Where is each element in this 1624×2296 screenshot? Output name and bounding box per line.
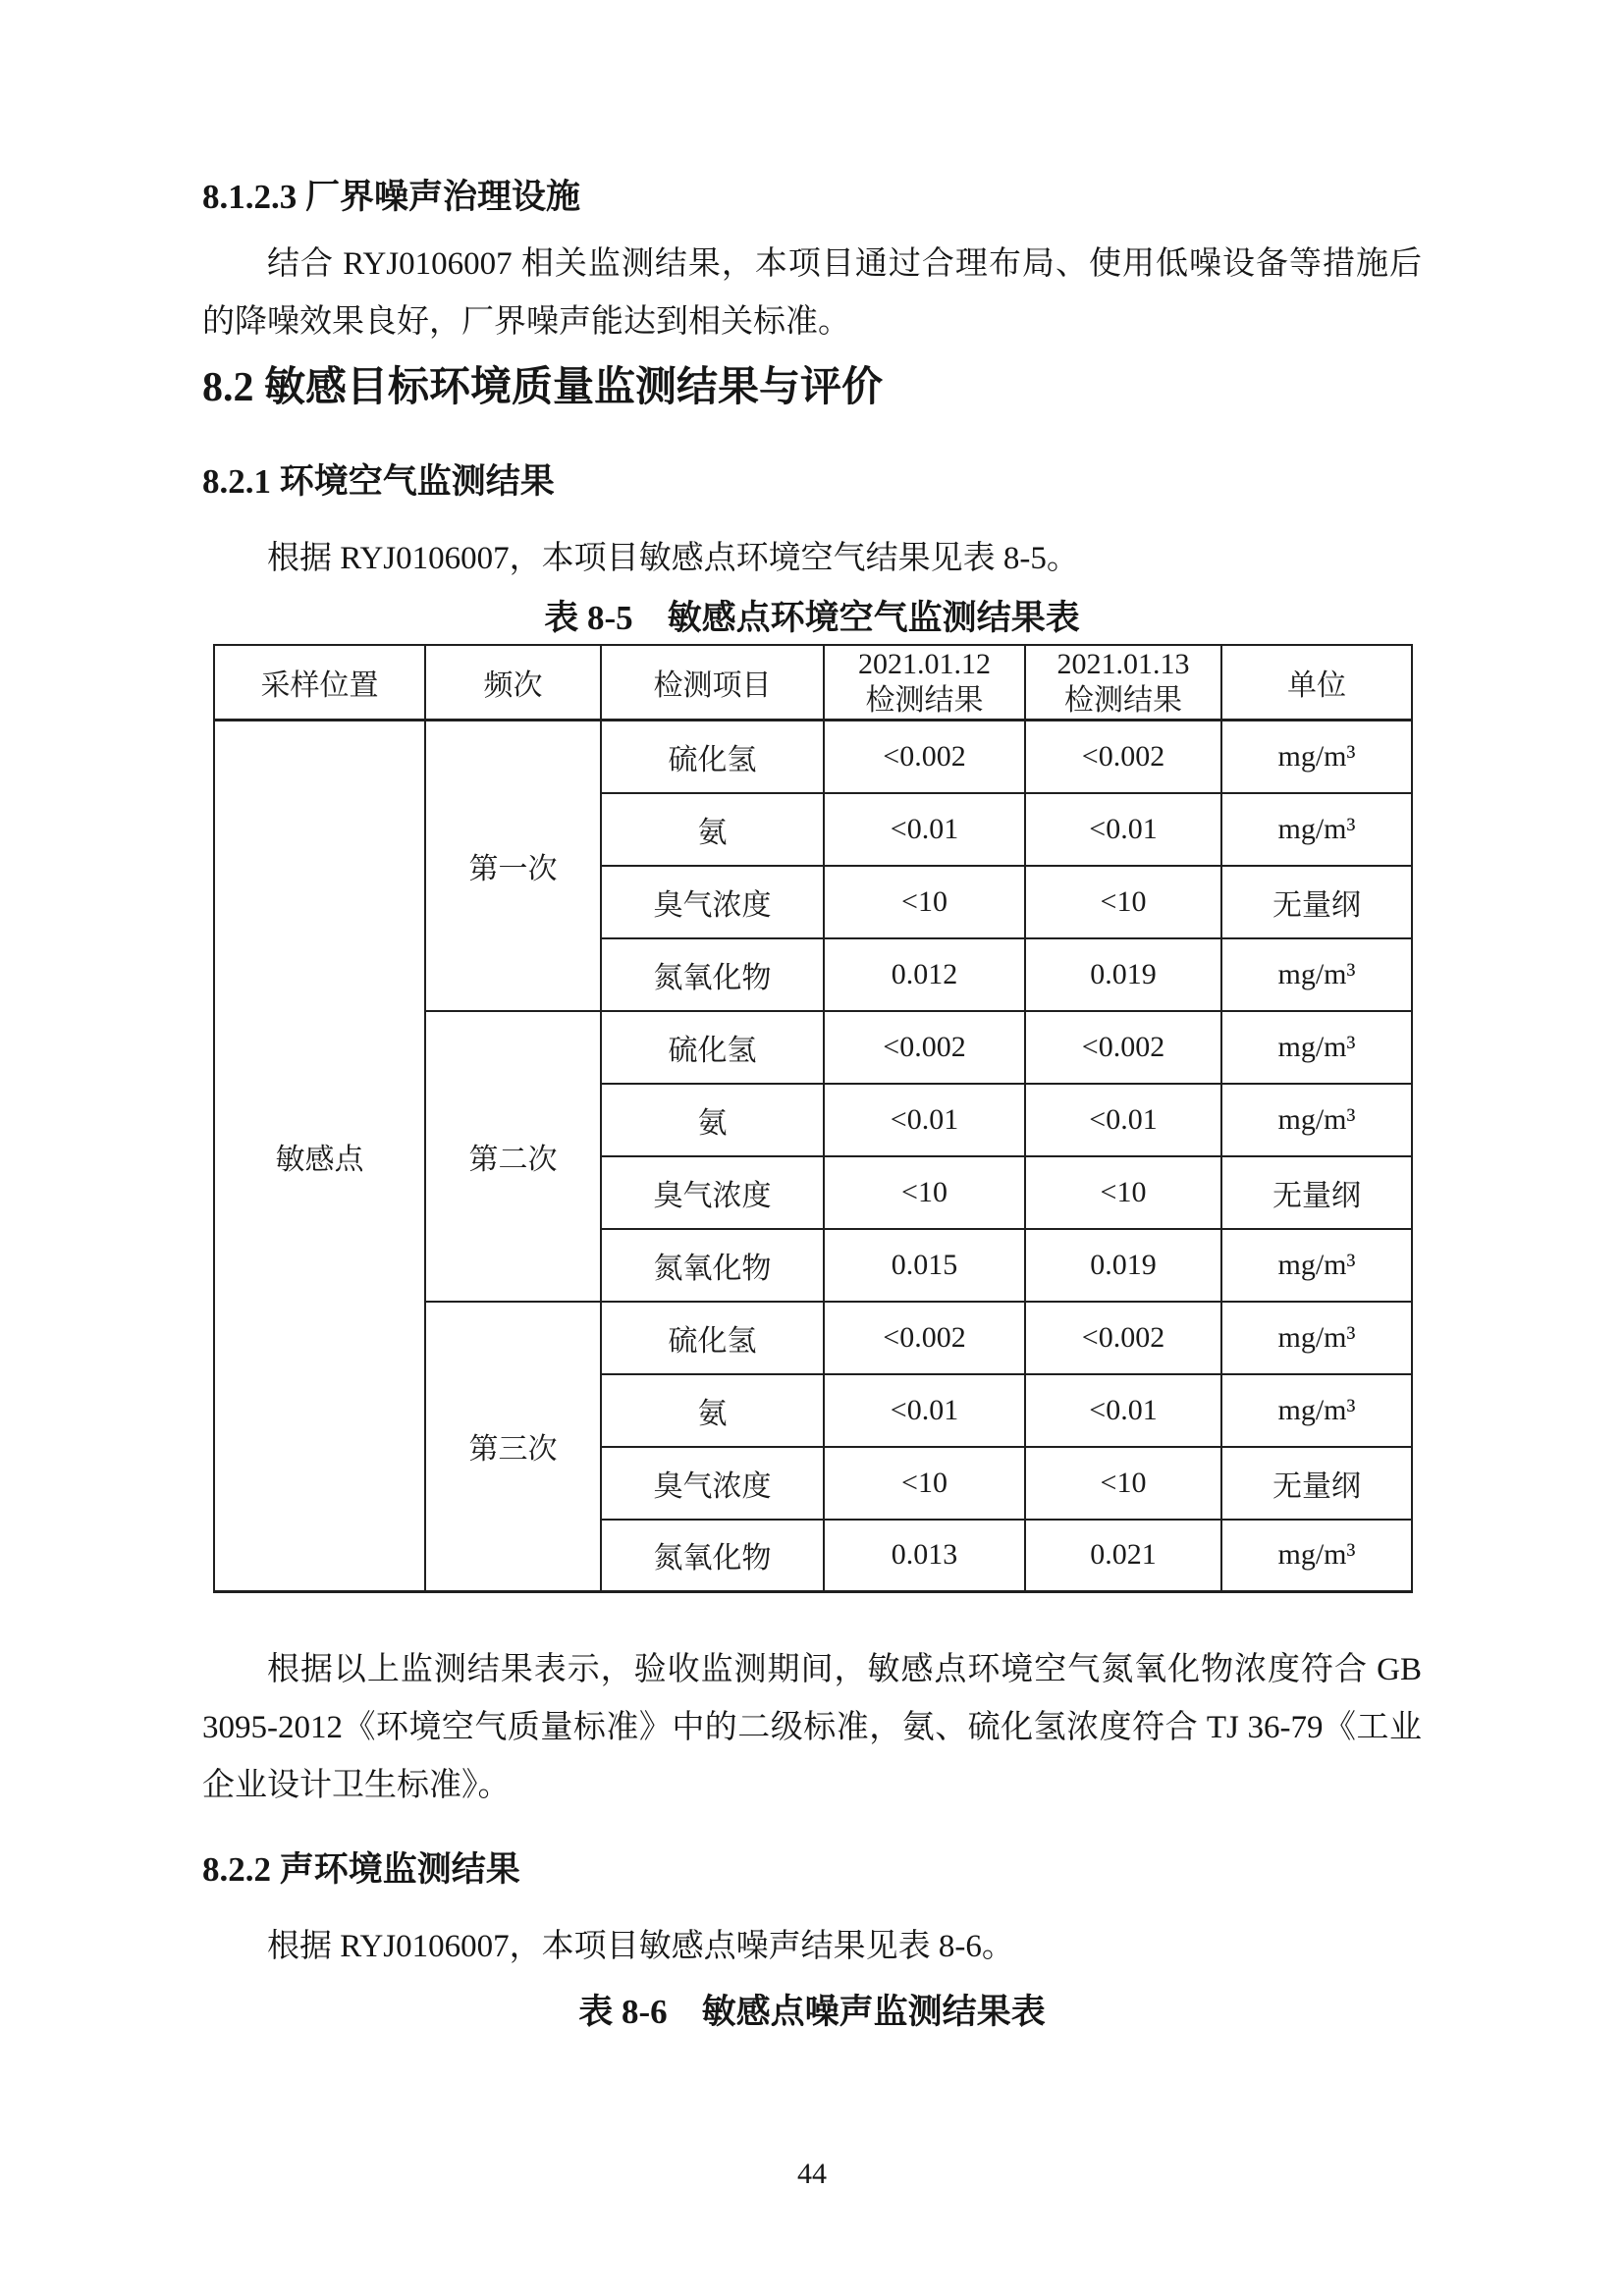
cell-result-0112: 0.015 bbox=[824, 1229, 1025, 1302]
cell-unit: mg/m³ bbox=[1221, 1374, 1412, 1447]
cell-result-0113: 0.019 bbox=[1025, 938, 1221, 1011]
cell-result-0113: <10 bbox=[1025, 1156, 1221, 1229]
cell-unit: 无量纲 bbox=[1221, 866, 1412, 938]
cell-result-0112: <0.01 bbox=[824, 1084, 1025, 1156]
cell-result-0113: 0.021 bbox=[1025, 1520, 1221, 1592]
cell-item: 氨 bbox=[601, 793, 824, 866]
paragraph-noise-intro: 根据 RYJ0106007，本项目敏感点噪声结果见表 8-6。 bbox=[267, 1929, 1014, 1964]
cell-result-0112: <0.01 bbox=[824, 1374, 1025, 1447]
cell-result-0113: <0.01 bbox=[1025, 1084, 1221, 1156]
page-number: 44 bbox=[797, 2158, 827, 2190]
header-result-0112 bbox=[824, 645, 1025, 721]
cell-frequency-3: 第三次 bbox=[425, 1302, 601, 1592]
cell-result-0113: <0.01 bbox=[1025, 1374, 1221, 1447]
cell-result-0113: <10 bbox=[1025, 866, 1221, 938]
cell-unit: 无量纲 bbox=[1221, 1156, 1412, 1229]
cell-item: 氮氧化物 bbox=[601, 1520, 824, 1592]
cell-result-0112: <10 bbox=[824, 1447, 1025, 1520]
cell-item: 硫化氢 bbox=[601, 721, 824, 793]
paragraph-air-conclusion: 根据以上监测结果表示，验收监测期间，敏感点环境空气氮氧化物浓度符合 GB 3095-2012《环境空气质量标准》中的二级标准，氨、硫化氢浓度符合 TJ 36-79《工业企业设计卫生标准》。 bbox=[202, 1652, 1422, 1803]
cell-unit: mg/m³ bbox=[1221, 1302, 1412, 1374]
cell-unit: mg/m³ bbox=[1221, 1229, 1412, 1302]
cell-unit: 无量纲 bbox=[1221, 1447, 1412, 1520]
cell-item: 臭气浓度 bbox=[601, 1156, 824, 1229]
cell-item: 氮氧化物 bbox=[601, 1229, 824, 1302]
paragraph-air-intro: 根据 RYJ0106007，本项目敏感点环境空气结果见表 8-5。 bbox=[267, 541, 1079, 576]
cell-unit: mg/m³ bbox=[1221, 1520, 1412, 1592]
cell-result-0112: <10 bbox=[824, 866, 1025, 938]
cell-result-0112: <0.01 bbox=[824, 793, 1025, 866]
heading-8-1-2-3: 8.1.2.3 厂界噪声治理设施 bbox=[202, 178, 581, 216]
header-result-0113 bbox=[1025, 645, 1221, 721]
air-quality-results-table bbox=[213, 644, 1413, 1593]
heading-8-2: 8.2 敏感目标环境质量监测结果与评价 bbox=[202, 365, 884, 410]
header-frequency: 频次 bbox=[425, 645, 601, 721]
header-result-0112-date: 2021.01.12 bbox=[858, 648, 991, 680]
heading-8-2-1: 8.2.1 环境空气监测结果 bbox=[202, 462, 555, 501]
cell-item: 臭气浓度 bbox=[601, 1447, 824, 1520]
cell-result-0113: 0.019 bbox=[1025, 1229, 1221, 1302]
cell-result-0112: 0.013 bbox=[824, 1520, 1025, 1592]
cell-item: 氨 bbox=[601, 1374, 824, 1447]
cell-result-0113: <0.002 bbox=[1025, 1011, 1221, 1084]
cell-result-0113: <10 bbox=[1025, 1447, 1221, 1520]
table-8-6-caption: 表 8-6 敏感点噪声监测结果表 bbox=[578, 1993, 1046, 2031]
cell-result-0112: <0.002 bbox=[824, 721, 1025, 793]
header-result-0113-label: 检测结果 bbox=[1064, 684, 1182, 717]
cell-item: 硫化氢 bbox=[601, 1302, 824, 1374]
header-sampling-location: 采样位置 bbox=[214, 645, 425, 721]
cell-item: 氨 bbox=[601, 1084, 824, 1156]
cell-item: 臭气浓度 bbox=[601, 866, 824, 938]
cell-result-0113: <0.002 bbox=[1025, 721, 1221, 793]
cell-sampling-location: 敏感点 bbox=[214, 721, 425, 1592]
header-result-0113-date: 2021.01.13 bbox=[1056, 648, 1190, 680]
cell-result-0112: 0.012 bbox=[824, 938, 1025, 1011]
heading-8-2-2: 8.2.2 声环境监测结果 bbox=[202, 1850, 520, 1889]
cell-frequency-1: 第一次 bbox=[425, 721, 601, 1011]
header-result-0112-label: 检测结果 bbox=[865, 684, 984, 717]
cell-result-0113: <0.002 bbox=[1025, 1302, 1221, 1374]
cell-result-0112: <0.002 bbox=[824, 1011, 1025, 1084]
table-row bbox=[214, 721, 1412, 793]
cell-frequency-2: 第二次 bbox=[425, 1011, 601, 1302]
header-test-item: 检测项目 bbox=[601, 645, 824, 721]
cell-unit: mg/m³ bbox=[1221, 721, 1412, 793]
cell-unit: mg/m³ bbox=[1221, 1084, 1412, 1156]
table-8-5-caption: 表 8-5 敏感点环境空气监测结果表 bbox=[544, 599, 1080, 637]
cell-result-0113: <0.01 bbox=[1025, 793, 1221, 866]
cell-unit: mg/m³ bbox=[1221, 793, 1412, 866]
table-header-row bbox=[214, 645, 1412, 721]
cell-item: 硫化氢 bbox=[601, 1011, 824, 1084]
cell-unit: mg/m³ bbox=[1221, 1011, 1412, 1084]
header-unit: 单位 bbox=[1221, 645, 1412, 721]
cell-result-0112: <0.002 bbox=[824, 1302, 1025, 1374]
cell-item: 氮氧化物 bbox=[601, 938, 824, 1011]
cell-unit: mg/m³ bbox=[1221, 938, 1412, 1011]
paragraph-noise-treatment: 结合 RYJ0106007 相关监测结果，本项目通过合理布局、使用低噪设备等措施后的降噪效果良好，厂界噪声能达到相关标准。 bbox=[202, 246, 1422, 340]
cell-result-0112: <10 bbox=[824, 1156, 1025, 1229]
